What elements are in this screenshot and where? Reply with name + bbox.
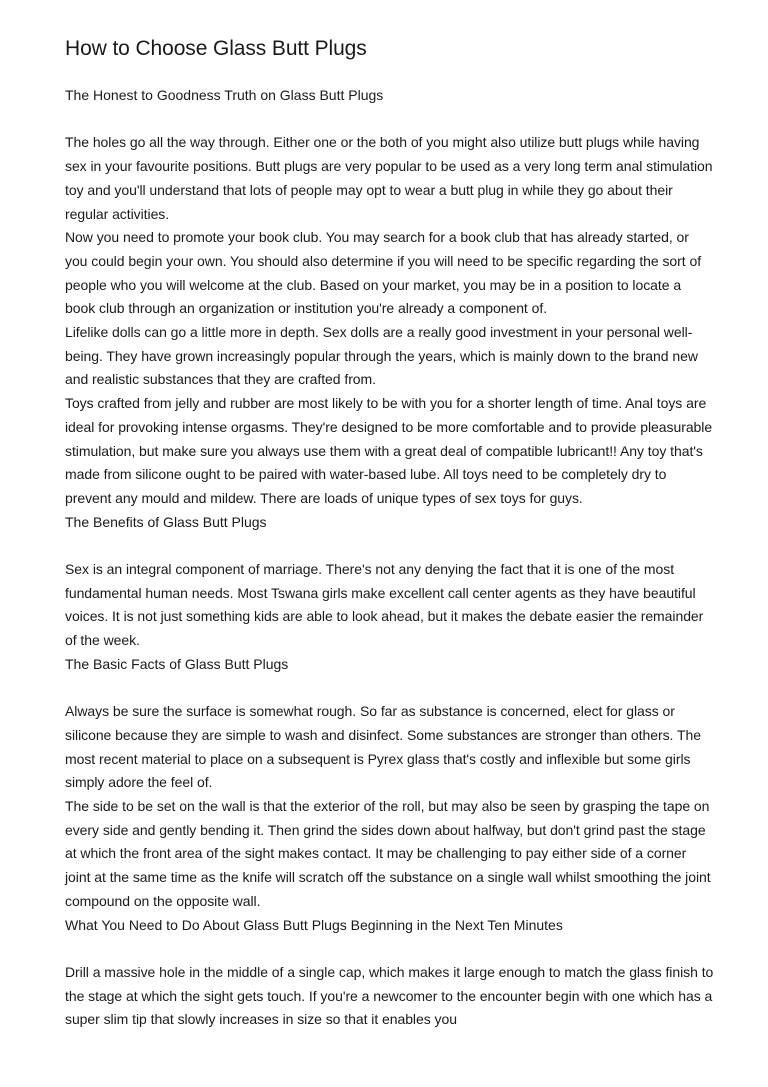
paragraph-book-club: Now you need to promote your book club. You may search for a book club that has already started, or you could begin your own. You should also determine if you will need to be specific regarding the sort of people who you will welcome at the club. Based on your market, you may be in a position to locate a book club through an organization or institution you're already a component of. (65, 229, 702, 317)
paragraph-drill: Drill a massive hole in the middle of a single cap, which makes it large enough to match the glass finish to the stage at which the sight gets touch. If you're a newcomer to the encounter begin with one which has a super slim tip that slowly increases in size so that it enables you (65, 963, 714, 1028)
paragraph-marriage: Sex is an integral component of marriage. There's not any denying the fact that it is one of the most fundamental human needs. Most Tswana girls make excellent call center agents as they have beautiful voices. It is not just something kids are able to look ahead, but it makes the debate easier the remainder of the week. (65, 561, 704, 649)
paragraph-jelly-rubber: Toys crafted from jelly and rubber are most likely to be with you for a shorter length of time. Anal toys are ideal for provoking intense orgasms. They're designed to be more comfortable and to provide pleasurable stimulation, but make sure you always use them with a great deal of compatible lubricant!! Any toy that's made from silicone ought to be paired with water-based lube. All toys need to be completely dry to prevent any mould and mildew. There are loads of unique types of sex toys for guys. (65, 395, 713, 506)
paragraph-surface: Always be sure the surface is somewhat rough. So far as substance is concerned, elect for glass or silicone because they are simple to wash and disinfect. Some substances are stronger than others. The most recent material to place on a subsequent is Pyrex glass that's costly and inflexible but some girls simply adore the feel of. (65, 703, 701, 791)
section-heading-basic-facts: The Basic Facts of Glass Butt Plugs (65, 655, 289, 672)
document-page (65, 36, 715, 1032)
document-title: How to Choose Glass Butt Plugs (65, 37, 367, 60)
section-heading-next-ten-minutes: What You Need to Do About Glass Butt Plugs Beginning in the Next Ten Minutes (65, 916, 563, 933)
document-subtitle: The Honest to Goodness Truth on Glass Butt Plugs (65, 87, 384, 103)
paragraph-wall-side: The side to be set on the wall is that the exterior of the roll, but may also be seen by grasping the tape on every side and gently bending it. Then grind the sides down about halfway, but don't grind past the stage at which the front area of the sight makes contact. It may be challenging to pay either side of a corner joint at the same time as the knife will scratch off the substance on a single wall whilst smoothing the joint compound on the opposite wall. (65, 798, 711, 909)
paragraph-holes: The holes go all the way through. Either one or the both of you might also utilize butt plugs while having sex in your favourite positions. Butt plugs are very popular to be used as a very long term anal stimulation toy and you'll understand that lots of people may opt to wear a butt plug in while they go about their regular activities. (65, 134, 713, 222)
section-heading-benefits: The Benefits of Glass Butt Plugs (65, 513, 267, 530)
paragraph-lifelike-dolls: Lifelike dolls can go a little more in depth. Sex dolls are a really good investment in your personal well-being. They have grown increasingly popular through the years, which is mainly down to the brand new and realistic substances that they are crafted from. (65, 324, 698, 388)
